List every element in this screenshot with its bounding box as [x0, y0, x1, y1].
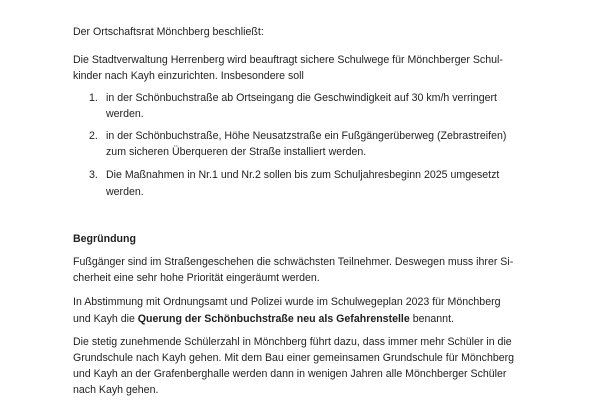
resolution-lead-line-2: kinder nach Kayh einzurichten. Insbesondere soll	[73, 70, 304, 82]
reasoning-p2-text-start: und Kayh die	[73, 313, 138, 325]
reasoning-p1-line-2: cherheit eine sehr hohe Priorität eingeräumt werden.	[73, 272, 320, 284]
reasoning-p3-line-2: Grundschule nach Kayh gehen. Mit dem Bau einer gemeinsamen Grundschule für Mönchberg	[73, 352, 515, 364]
item-3-number: 3.	[89, 169, 98, 181]
item-1-line-1: in der Schönbuchstraße ab Ortseingang die Geschwindigkeit auf 30 km/h verringert	[106, 92, 498, 104]
item-2-line-1: in der Schönbuchstraße, Höhe Neusatzstraße ein Fußgängerüberweg (Zebrastreifen)	[106, 130, 507, 142]
reasoning-p1-line-1: Fußgänger sind im Straßengeschehen die schwächsten Teilnehmer. Deswegen muss ihrer Si-	[73, 256, 514, 268]
item-2-line-2: zum sicheren Überqueren der Straße installiert werden.	[106, 146, 367, 158]
item-3-line-2: werden.	[106, 186, 144, 198]
reasoning-p2-line-1: In Abstimmung mit Ordnungsamt und Polizei wurde im Schulwegeplan 2023 für Mönchberg	[73, 296, 501, 308]
reasoning-p3-line-1: Die stetig zunehmende Schülerzahl in Mönchberg führt dazu, dass immer mehr Schüler in die	[73, 336, 512, 348]
item-1-line-2: werden.	[106, 108, 144, 120]
reasoning-p3-line-3: und Kayh an der Grafenberghalle werden dann in wenigen Jahren alle Mönchberger Schüler	[73, 368, 507, 380]
item-3-line-1: Die Maßnahmen in Nr.1 und Nr.2 sollen bis zum Schuljahresbeginn 2025 umgesetzt	[106, 169, 500, 181]
reasoning-p2-emphasis: Querung der Schönbuchstraße neu als Gefahrenstelle	[137, 313, 410, 325]
reasoning-p2-text-end: benannt.	[409, 313, 454, 325]
resolution-intro: Der Ortschaftsrat Mönchberg beschließt:	[73, 26, 264, 38]
reasoning-heading: Begründung	[73, 233, 136, 245]
resolution-lead-line-1: Die Stadtverwaltung Herrenberg wird beauftragt sichere Schulwege für Mönchberger Schul-	[73, 54, 503, 66]
reasoning-p3-line-4: nach Kayh gehen.	[73, 384, 159, 396]
item-1-number: 1.	[89, 92, 98, 104]
reasoning-p2-line-2	[73, 313, 454, 326]
item-2-number: 2.	[89, 130, 98, 142]
cropped-previous-line	[148, 0, 448, 2]
